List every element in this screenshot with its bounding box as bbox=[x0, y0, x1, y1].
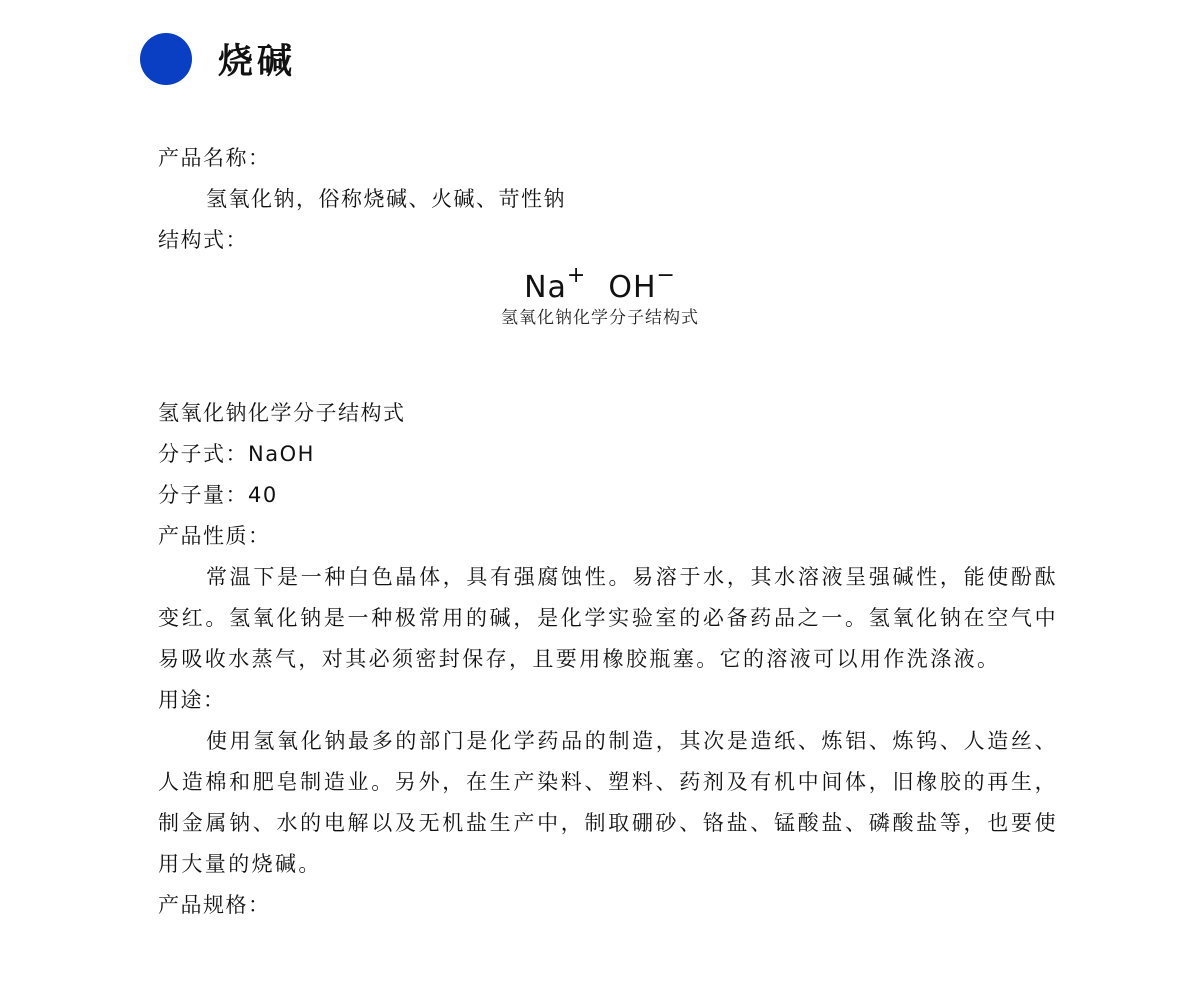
properties-text: 常温下是一种白色晶体，具有强腐蚀性。易溶于水，其水溶液呈强碱性，能使酚酞变红。氢氧化钠是一种极常用的碱，是化学实验室的必备药品之一。氢氧化钠在空气中易吸收水蒸气，对其必须密封保存，且要用橡胶瓶塞。它的溶液可以用作洗涤液。 bbox=[158, 565, 1058, 671]
anion-symbol: OH bbox=[608, 270, 657, 305]
product-name-label: 产品名称： bbox=[158, 146, 271, 170]
molecular-formula: 分子式：NaOH bbox=[158, 442, 315, 466]
properties-label: 产品性质： bbox=[158, 524, 271, 548]
cation-symbol: Na bbox=[524, 270, 567, 305]
formula-caption: 氢氧化钠化学分子结构式 bbox=[501, 308, 699, 328]
molecular-weight: 分子量：40 bbox=[158, 483, 278, 507]
structure-label: 结构式： bbox=[158, 228, 248, 252]
uses-text: 使用氢氧化钠最多的部门是化学药品的制造，其次是造纸、炼铝、炼钨、人造丝、人造棉和肥皂制造业。另外，在生产染料、塑料、药剂及有机中间体，旧橡胶的再生，制金属钠、水的电解以及无机盐生产中，制取硼砂、铬盐、锰酸盐、磷酸盐等，也要使用大量的烧碱。 bbox=[158, 729, 1058, 876]
specification-label: 产品规格： bbox=[158, 893, 271, 917]
ionic-formula bbox=[0, 263, 1200, 307]
anion-charge: − bbox=[656, 263, 676, 288]
section-header bbox=[140, 32, 296, 86]
structure-formula-figure bbox=[0, 263, 1200, 393]
bullet-dot-icon bbox=[140, 33, 192, 85]
product-name-value: 氢氧化钠，俗称烧碱、火碱、苛性钠 bbox=[206, 187, 566, 211]
cation-charge: + bbox=[566, 263, 587, 288]
image-caption-text: 氢氧化钠化学分子结构式 bbox=[158, 401, 406, 425]
page-title: 烧碱 bbox=[218, 42, 297, 82]
uses-label: 用途： bbox=[158, 688, 226, 712]
product-content bbox=[158, 138, 1058, 926]
